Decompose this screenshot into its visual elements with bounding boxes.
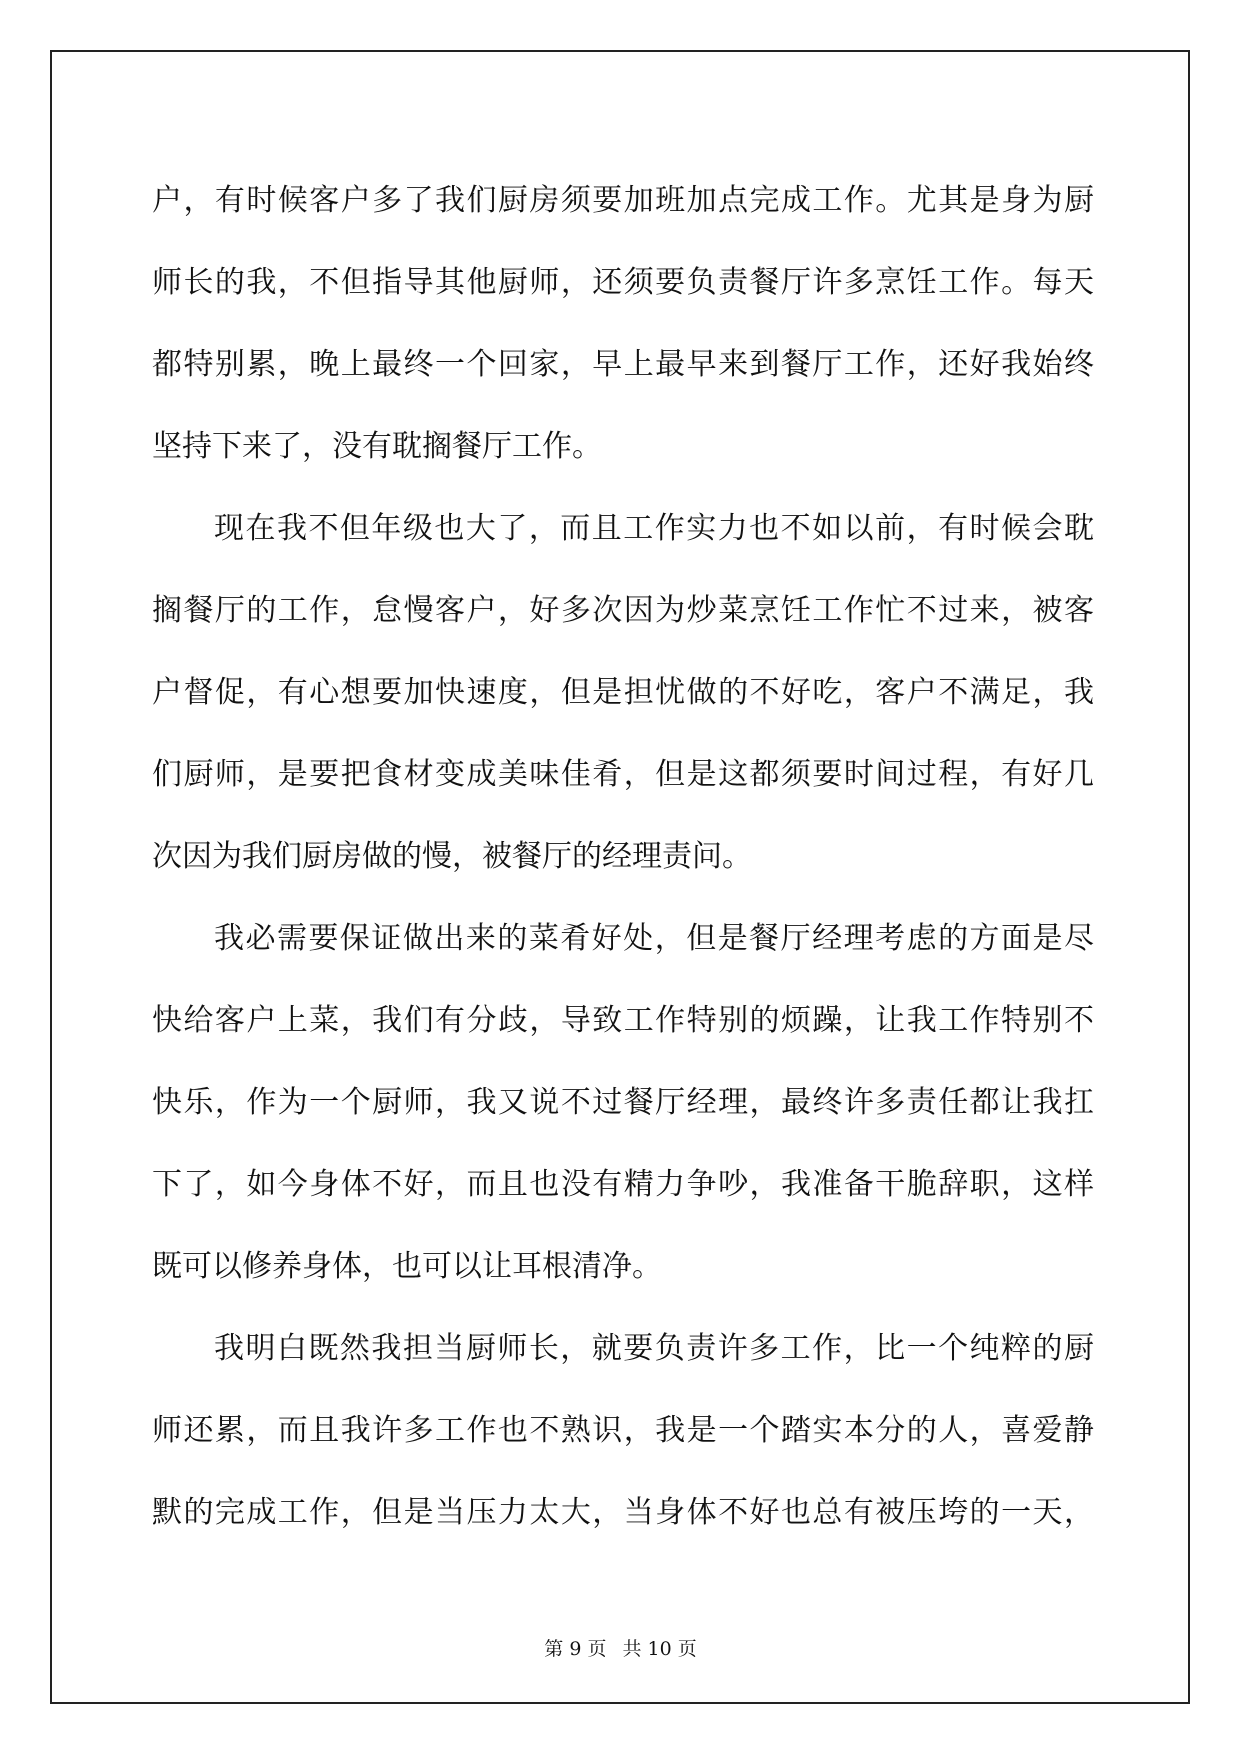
text-line: 搁餐厅的工作，怠慢客户，好多次因为炒菜烹饪工作忙不过来，被客 — [152, 593, 1094, 628]
text-line: 次因为我们厨房做的慢，被餐厅的经理责问。 — [152, 839, 752, 874]
text-line: 快乐，作为一个厨师，我又说不过餐厅经理，最终许多责任都让我扛 — [152, 1085, 1094, 1120]
paragraph-first-line: 现在我不但年级也大了，而且工作实力也不如以前，有时候会耽 — [214, 511, 1094, 546]
text-line: 下了，如今身体不好，而且也没有精力争吵，我准备干脆辞职，这样 — [152, 1167, 1094, 1202]
paragraph-first-line: 我明白既然我担当厨师长，就要负责许多工作，比一个纯粹的厨 — [214, 1331, 1094, 1366]
paragraph-first-line: 我必需要保证做出来的菜肴好处，但是餐厅经理考虑的方面是尽 — [214, 921, 1094, 956]
text-line: 坚持下来了，没有耽搁餐厅工作。 — [152, 429, 602, 464]
text-line: 们厨师，是要把食材变成美味佳肴，但是这都须要时间过程，有好几 — [152, 757, 1094, 792]
text-line: 默的完成工作，但是当压力太大，当身体不好也总有被压垮的一天， — [152, 1495, 1094, 1530]
text-line: 快给客户上菜，我们有分歧，导致工作特别的烦躁，让我工作特别不 — [152, 1003, 1094, 1038]
page-total: 共 10 页 — [622, 1638, 697, 1660]
text-line: 户督促，有心想要加快速度，但是担忧做的不好吃，客户不满足，我 — [152, 675, 1094, 710]
text-line: 师长的我，不但指导其他厨师，还须要负责餐厅许多烹饪工作。每天 — [152, 265, 1094, 300]
page-number: 第 9 页 — [544, 1638, 607, 1660]
text-line: 户，有时候客户多了我们厨房须要加班加点完成工作。尤其是身为厨 — [152, 183, 1094, 218]
text-line: 都特别累，晚上最终一个回家，早上最早来到餐厅工作，还好我始终 — [152, 347, 1094, 382]
page-footer — [0, 1634, 1241, 1661]
document-body — [152, 160, 1094, 1554]
text-line: 既可以修养身体，也可以让耳根清净。 — [152, 1249, 662, 1284]
text-line: 师还累，而且我许多工作也不熟识，我是一个踏实本分的人，喜爱静 — [152, 1413, 1094, 1448]
